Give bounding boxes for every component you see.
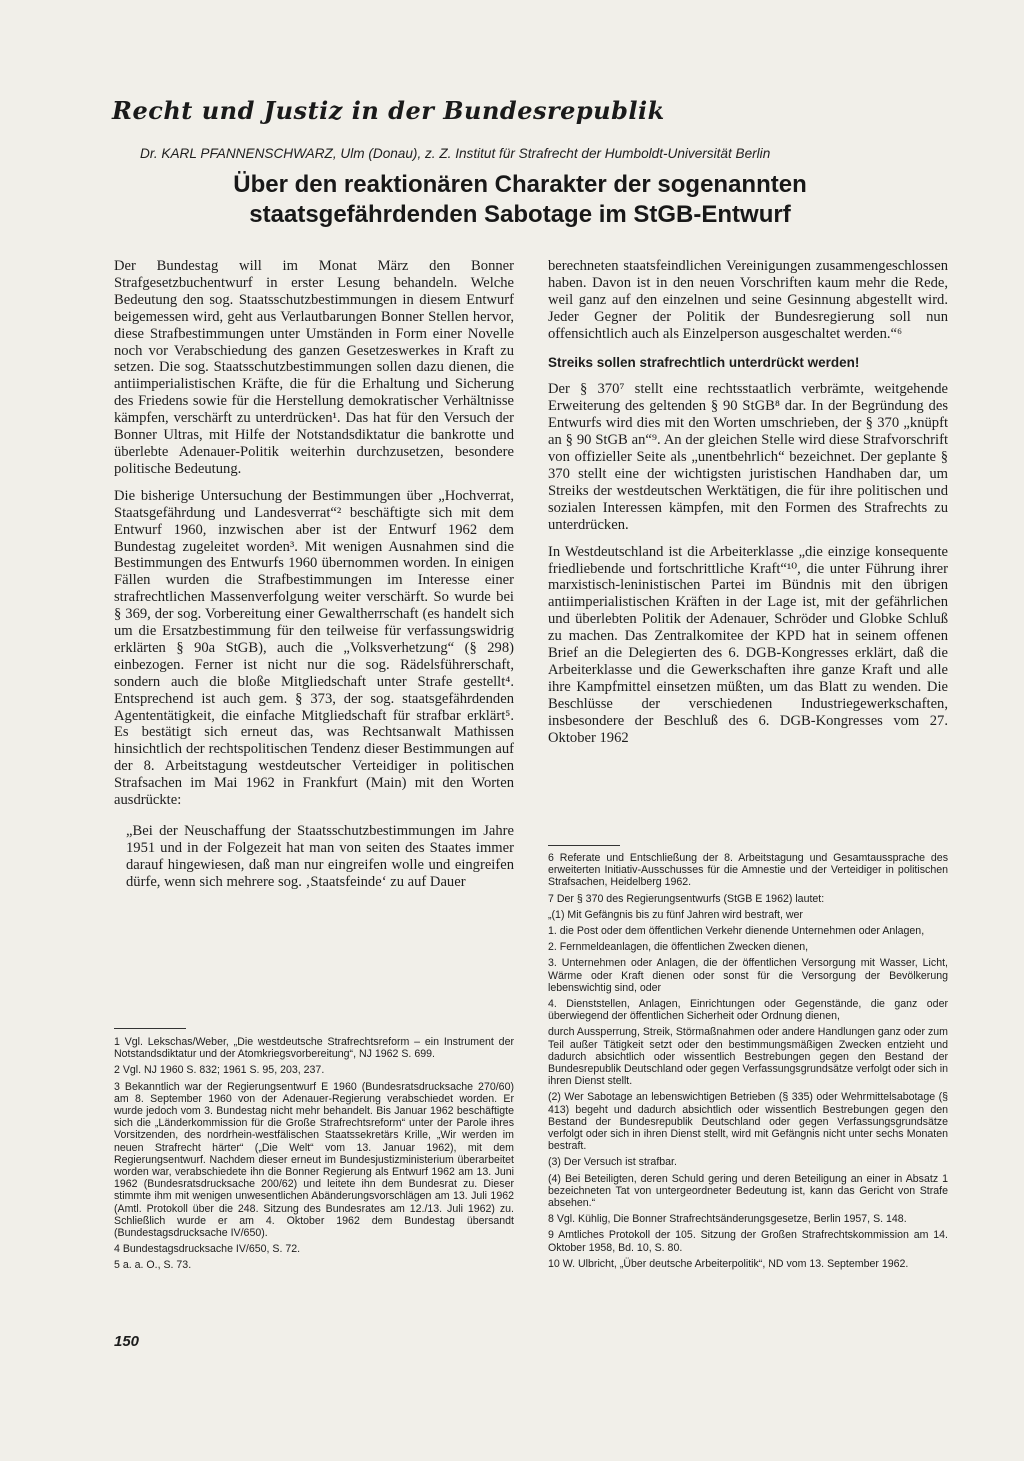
subheading: Streiks sollen strafrechtlich unterdrückt werden! xyxy=(548,354,860,370)
footnote: 3 Bekanntlich war der Regierungsentwurf E 1960 (Bundesratsdrucksache 270/60) am 8. September 1960 von der Adenauer-Regierung verabschiedet worden. Er wurde jedoch vom 3. Bundestag nicht mehr behandelt. Bis Januar 1962 beschäftigte sich die „Länderkommission für die Große Strafrechtsreform“ unter der Parole ihres Vorsitzenden, des nordrhein-westfälischen Staatssekretärs Krille, „Wir werden im neuen Strafrecht härter“ („Die Welt“ vom 13. Januar 1962), mit dem Regierungsentwurf. Nachdem dieser erneut im Bundesjustizministerium überarbeitet worden war, verabschiedete ihn die Bonner Regierung als Entwurf 1962 am 13. Juni 1962 (Bundesratsdrucksache 200/62) und leitete ihn dem Bundesrat zu. Dieser stimmte ihm mit wenigen unwesentlichen Abänderungsvorschlägen am 13. Juli 1962 (Amtl. Protokoll über die 248. Sitzung des Bundesrates am 12./13. Juli 1962) zu. Schließlich wurde er am 4. Oktober 1962 dem Bundestag übersandt (Bundestagsdrucksache IV/650). xyxy=(114,1080,514,1240)
footnote: 10 W. Ulbricht, „Über deutsche Arbeiterpolitik“, ND vom 13. September 1962. xyxy=(548,1257,909,1270)
footnote: 4 Bundestagsdrucksache IV/650, S. 72. xyxy=(114,1243,301,1256)
paragraph: Der Bundestag will im Monat März den Bonner Strafgesetzbuchentwurf in erster Lesung behandeln. Welche Bedeutung den sog. Staatsschutzbestimmungen in diesem Entwurf beigemessen wird, geht aus Verlautbarungen Bonner Stellen hervor, diese Strafbestimmungen unter Umständen in Form einer Novelle noch vor Verabschiedung des ganzen Gesetzeswerkes in Kraft zu setzen. Die sog. Staatsschutzbestimmungen sollen dazu dienen, die antiimperialistischen Kräfte, die für die Erhaltung und Sicherung des Friedens sowie für die Herstellung demokratischer Verhältnisse kämpfen, verschärft zu unterdrücken¹. Das hat für den Versuch der Bonner Ultras, mit Hilfe der Notstandsdiktatur die bankrotte und überlebte Adenauer-Politik weiterhin durchzusetzen, besondere politische Bedeutung. xyxy=(114,258,514,477)
footnote: „(1) Mit Gefängnis bis zu fünf Jahren wird bestraft, wer xyxy=(548,908,803,921)
paragraph: In Westdeutschland ist die Arbeiterklasse „die einzige konsequente friedliebende und fortschrittliche Kraft“¹⁰, die unter Führung ihrer marxistisch-leninistischen Partei im Bündnis mit den übrigen antiimperialistischen Kräften in der Lage ist, mit der gefährlichen und überlebten Politik der Adenauer, Schröder und Globke Schluß zu machen. Das Zentralkomitee der KPD hat in seinem offenen Brief an die Delegierten des 6. DGB-Kongresses erklärt, daß die Arbeiterklasse und die Gewerkschaften ihre ganze Kraft und alle ihre Kampfmittel einsetzen müßten, um das Blatt zu wenden. Die Beschlüsse der verschiedenen Industriegewerkschaften, insbesondere der Beschluß des 6. DGB-Kongresses vom 27. Oktober 1962 xyxy=(548,543,948,746)
left-column xyxy=(114,258,514,891)
author-line: Dr. KARL PFANNENSCHWARZ, Ulm (Donau), z. Z. Institut für Strafrecht der Humboldt-Universität Berlin xyxy=(140,146,771,161)
footnote: 7 Der § 370 des Regierungsentwurfs (StGB E 1962) lautet: xyxy=(548,892,825,905)
footnote: 8 Vgl. Kühlig, Die Bonner Strafrechtsänderungsgesetze, Berlin 1957, S. 148. xyxy=(548,1213,907,1226)
footnote: 4. Dienststellen, Anlagen, Einrichtungen oder Gegenstände, die ganz oder überwiegend der öffentlichen Sicherheit oder Ordnung dienen, xyxy=(548,998,948,1023)
paragraph: Der § 370⁷ stellt eine rechtsstaatlich verbrämte, weitgehende Erweiterung des geltenden § 90 StGB⁸ dar. In der Begründung des Entwurfs wird dies mit den Worten umschrieben, der § 370 „knüpft an § 90 StGB an“⁹. An der gleichen Stelle wird diese Strafvorschrift von offizieller Seite als „unentbehrlich“ bezeichnet. Der geplante § 370 stellt eine der wichtigsten juristischen Handhaben dar, um Streiks der westdeutschen Werktätigen, die für ihre politischen und sozialen Interessen kämpfen, mit den Formen des Strafrechts zu unterdrücken. xyxy=(548,381,948,533)
right-column xyxy=(548,258,948,746)
footnote: 2 Vgl. NJ 1960 S. 832; 1961 S. 95, 203, 237. xyxy=(114,1064,325,1077)
footnote: 6 Referate und Entschließung der 8. Arbeitstagung und Gesamtaussprache des erweiterten Initiativ-Ausschusses für die Amnestie und der Verteidiger in politischen Strafsachen, Heidelberg 1962. xyxy=(548,852,948,889)
paragraph: berechneten staatsfeindlichen Vereinigungen zusammengeschlossen haben. Davon ist in den neuen Vorschriften kaum mehr die Rede, weil ganz auf den einzelnen und seine Gesinnung abgestellt wird. Jeder Gegner der Politik der Bundesregierung soll nun offensichtlich auch als Einzelperson ausgeschaltet werden.“⁶ xyxy=(548,258,948,342)
footnote: 5 a. a. O., S. 73. xyxy=(114,1259,192,1272)
footnote: (4) Bei Beteiligten, deren Schuld gering und deren Beteiligung an einer in Absatz 1 bezeichneten Tat von untergeordneter Bedeutung ist, kann das Gericht von Strafe absehen.“ xyxy=(548,1172,948,1210)
page-number: 150 xyxy=(114,1333,140,1350)
block-quote: „Bei der Neuschaffung der Staatsschutzbestimmungen im Jahre 1951 und in der Folgezeit hat man von seiten des Staates immer darauf hingewiesen, daß man nur eingreifen wolle und eingreifen dürfe, wenn sich mehrere sog. ‚Staatsfeinde‘ zu auf Dauer xyxy=(126,823,514,890)
title-line-1: Über den reaktionären Charakter der sogenannten xyxy=(233,171,807,198)
footnote-divider xyxy=(548,845,620,846)
footnote: 2. Fernmeldeanlagen, die öffentlichen Zwecken dienen, xyxy=(548,941,809,954)
footnote: 3. Unternehmen oder Anlagen, die der öffentlichen Versorgung mit Wasser, Licht, Wärme oder Kraft dienen oder sonst für die Versorgung der Bevölkerung lebenswichtig sind, oder xyxy=(548,957,948,994)
title-line-2: staatsgefährdenden Sabotage im StGB-Entwurf xyxy=(249,201,791,228)
section-heading: Recht und Justiz in der Bundesrepublik xyxy=(112,96,665,125)
article-title xyxy=(150,170,890,230)
footnote: (3) Der Versuch ist strafbar. xyxy=(548,1156,677,1169)
footnotes-left xyxy=(114,1036,514,1276)
footnote-divider xyxy=(114,1028,186,1029)
footnote: 1 Vgl. Lekschas/Weber, „Die westdeutsche Strafrechtsreform – ein Instrument der Notstandsdiktatur und der Atomkriegsvorbereitung“, NJ 1962 S. 699. xyxy=(114,1036,514,1061)
footnote: durch Aussperrung, Streik, Störmaßnahmen oder andere Handlungen ganz oder zum Teil außer Tätigkeit setzt oder den bestimmungsmäßigen Zwecken entzieht und dadurch absichtlich oder wissentlich Bestrebungen gegen den Bestand der Bundesrepublik Deutschland oder gegen Verfassungsgrundsätze verfolgt oder sich in ihren Dienst stellt. xyxy=(548,1026,948,1088)
footnotes-right xyxy=(548,852,948,1274)
footnote: 9 Amtliches Protokoll der 105. Sitzung der Großen Strafrechtskommission am 14. Oktober 1958, Bd. 10, S. 80. xyxy=(548,1229,948,1254)
footnote: (2) Wer Sabotage an lebenswichtigen Betrieben (§ 335) oder Wehrmittelsabotage (§ 413) begeht und dadurch absichtlich oder wissentlich Bestrebungen gegen den Bestand der Bundesrepublik Deutschland oder gegen Verfassungsgrundsätze verfolgt oder sich in ihren Dienst stellt, wird mit Gefängnis nicht unter sechs Monaten bestraft. xyxy=(548,1091,948,1153)
paragraph: Die bisherige Untersuchung der Bestimmungen über „Hochverrat, Staatsgefährdung und Landesverrat“² beschäftigte sich mit dem Entwurf 1960, inzwischen aber ist der Entwurf 1962 dem Bundestag zugeleitet worden³. Mit wenigen Ausnahmen sind die Bestimmungen des Entwurfs 1960 übernommen worden. In einigen Fällen wurden die Strafbestimmungen im Interesse einer strafrechtlichen Massenverfolgung weiter verschärft. So wurde bei § 369, der sog. Vorbereitung einer Gewaltherrschaft (es handelt sich um die Ersatzbestimmung für den teilweise für verfassungswidrig erklärten § 90a StGB), auch die „Volksverhetzung“ (§ 298) einbezogen. Ferner ist nicht nur die sog. Rädelsführerschaft, sondern auch die bloße Mitgliedschaft unter Strafe gestellt⁴. Entsprechend ist auch gem. § 373, der sog. staatsgefährdenden Agententätigkeit, die einfache Mitgliedschaft für strafbar erklärt⁵. Es bestätigt sich erneut das, was Rechtsanwalt Mathissen hinsichtlich der rechtspolitischen Tendenz dieser Bestimmungen auf der 8. Arbeitstagung westdeutscher Verteidiger in politischen Strafsachen im Mai 1962 in Frankfurt (Main) mit den Worten ausdrückte: xyxy=(114,487,514,809)
footnote: 1. die Post oder dem öffentlichen Verkehr dienende Unternehmen oder Anlagen, xyxy=(548,925,925,938)
